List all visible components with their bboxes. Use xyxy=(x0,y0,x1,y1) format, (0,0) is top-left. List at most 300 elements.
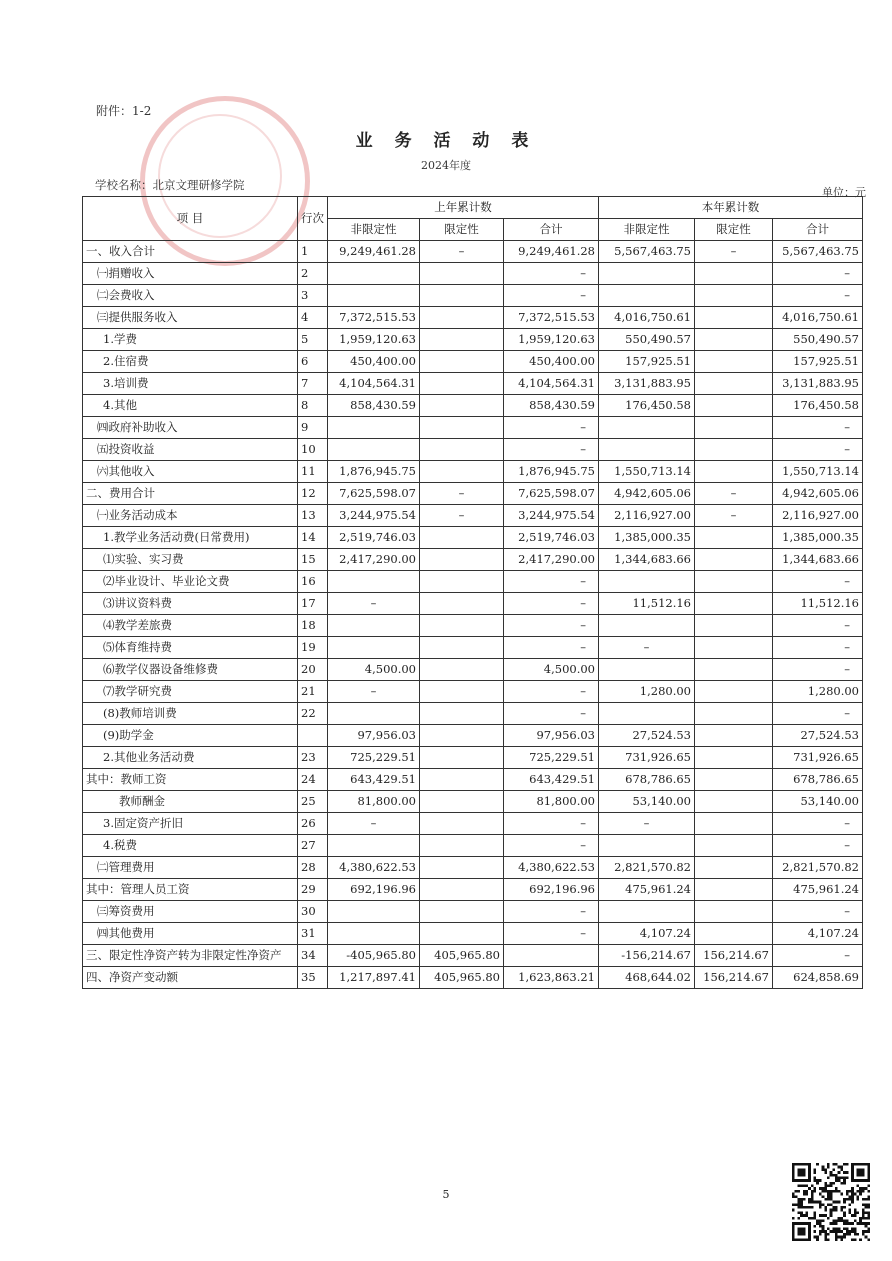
cell-prev-restricted xyxy=(420,659,504,681)
cell-prev-unrestricted xyxy=(328,637,420,659)
cell-prev-unrestricted: 4,500.00 xyxy=(328,659,420,681)
table-row xyxy=(83,791,863,813)
row-label: ㈠捐赠收入 xyxy=(83,263,298,285)
cell-prev-total: 4,104,564.31 xyxy=(504,373,599,395)
cell-prev-unrestricted xyxy=(328,923,420,945)
row-label: 3.培训费 xyxy=(83,373,298,395)
cell-prev-restricted xyxy=(420,417,504,439)
cell-curr-unrestricted xyxy=(599,285,695,307)
cell-prev-restricted xyxy=(420,263,504,285)
cell-curr-total: – xyxy=(773,263,863,285)
table-row xyxy=(83,395,863,417)
cell-prev-restricted xyxy=(420,879,504,901)
cell-curr-unrestricted: 2,116,927.00 xyxy=(599,505,695,527)
cell-curr-restricted xyxy=(695,813,773,835)
cell-prev-restricted: – xyxy=(420,241,504,263)
row-number: 20 xyxy=(298,659,328,681)
row-label: ⑷教学差旅费 xyxy=(83,615,298,637)
table-row xyxy=(83,813,863,835)
cell-prev-restricted xyxy=(420,769,504,791)
cell-curr-total: 550,490.57 xyxy=(773,329,863,351)
cell-curr-unrestricted: 1,344,683.66 xyxy=(599,549,695,571)
cell-curr-restricted xyxy=(695,703,773,725)
row-label: 其中：教师工资 xyxy=(83,769,298,791)
cell-prev-total: 692,196.96 xyxy=(504,879,599,901)
cell-curr-restricted xyxy=(695,659,773,681)
table-row xyxy=(83,439,863,461)
row-label: ㈣政府补助收入 xyxy=(83,417,298,439)
row-number: 16 xyxy=(298,571,328,593)
header-curr-year: 本年累计数 xyxy=(599,197,863,219)
row-number: 11 xyxy=(298,461,328,483)
cell-curr-restricted xyxy=(695,439,773,461)
cell-prev-total: – xyxy=(504,593,599,615)
report-title: 业 务 活 动 表 xyxy=(355,131,537,151)
row-label: ⑹教学仪器设备维修费 xyxy=(83,659,298,681)
row-number: 26 xyxy=(298,813,328,835)
header-item: 项 目 xyxy=(83,197,298,241)
cell-curr-restricted xyxy=(695,593,773,615)
cell-curr-unrestricted: 11,512.16 xyxy=(599,593,695,615)
cell-prev-unrestricted: 1,876,945.75 xyxy=(328,461,420,483)
cell-prev-total: 4,380,622.53 xyxy=(504,857,599,879)
cell-prev-restricted xyxy=(420,307,504,329)
cell-curr-restricted xyxy=(695,417,773,439)
table-row xyxy=(83,945,863,967)
row-number: 17 xyxy=(298,593,328,615)
table-body xyxy=(83,241,863,989)
header-prev-unrestricted: 非限定性 xyxy=(328,219,420,241)
cell-prev-total: 81,800.00 xyxy=(504,791,599,813)
cell-curr-restricted xyxy=(695,351,773,373)
table-row xyxy=(83,747,863,769)
cell-curr-total: – xyxy=(773,813,863,835)
row-label: 2.其他业务活动费 xyxy=(83,747,298,769)
row-number: 7 xyxy=(298,373,328,395)
cell-curr-restricted xyxy=(695,571,773,593)
cell-prev-unrestricted: 725,229.51 xyxy=(328,747,420,769)
row-label: ⑸体育维持费 xyxy=(83,637,298,659)
cell-prev-total: 1,623,863.21 xyxy=(504,967,599,989)
cell-prev-unrestricted xyxy=(328,835,420,857)
cell-curr-total: – xyxy=(773,439,863,461)
row-number: 19 xyxy=(298,637,328,659)
cell-curr-restricted xyxy=(695,681,773,703)
cell-curr-restricted: – xyxy=(695,505,773,527)
cell-curr-unrestricted xyxy=(599,615,695,637)
cell-curr-total: – xyxy=(773,945,863,967)
cell-prev-unrestricted: 858,430.59 xyxy=(328,395,420,417)
cell-prev-unrestricted: 450,400.00 xyxy=(328,351,420,373)
cell-prev-restricted xyxy=(420,923,504,945)
cell-curr-total: 1,280.00 xyxy=(773,681,863,703)
cell-prev-restricted xyxy=(420,285,504,307)
table-row xyxy=(83,879,863,901)
row-label: ㈥其他收入 xyxy=(83,461,298,483)
cell-prev-total: 858,430.59 xyxy=(504,395,599,417)
cell-prev-restricted: 405,965.80 xyxy=(420,967,504,989)
cell-prev-total: – xyxy=(504,615,599,637)
cell-prev-total: – xyxy=(504,835,599,857)
cell-curr-restricted xyxy=(695,263,773,285)
cell-prev-total: – xyxy=(504,285,599,307)
cell-curr-restricted xyxy=(695,835,773,857)
cell-curr-total: 678,786.65 xyxy=(773,769,863,791)
row-number: 31 xyxy=(298,923,328,945)
cell-prev-unrestricted: 1,217,897.41 xyxy=(328,967,420,989)
table-row xyxy=(83,285,863,307)
school-name: 学校名称：北京文理研修学院 xyxy=(95,178,245,192)
cell-curr-unrestricted: 550,490.57 xyxy=(599,329,695,351)
cell-curr-unrestricted: 731,926.65 xyxy=(599,747,695,769)
row-label: ⑵毕业设计、毕业论文费 xyxy=(83,571,298,593)
row-number: 30 xyxy=(298,901,328,923)
row-label: ㈡会费收入 xyxy=(83,285,298,307)
row-label: ⑺教学研究费 xyxy=(83,681,298,703)
table-row xyxy=(83,725,863,747)
cell-prev-unrestricted xyxy=(328,571,420,593)
row-label: 4.税费 xyxy=(83,835,298,857)
row-label: ㈢筹资费用 xyxy=(83,901,298,923)
table-row xyxy=(83,769,863,791)
cell-curr-unrestricted xyxy=(599,263,695,285)
row-label: 1.教学业务活动费(日常费用) xyxy=(83,527,298,549)
header-prev-restricted: 限定性 xyxy=(420,219,504,241)
cell-prev-restricted xyxy=(420,461,504,483)
cell-curr-unrestricted: 4,942,605.06 xyxy=(599,483,695,505)
row-number: 8 xyxy=(298,395,328,417)
row-number: 1 xyxy=(298,241,328,263)
table-row xyxy=(83,417,863,439)
cell-curr-restricted xyxy=(695,307,773,329)
cell-prev-total: 2,519,746.03 xyxy=(504,527,599,549)
cell-prev-restricted xyxy=(420,373,504,395)
cell-curr-unrestricted: 1,280.00 xyxy=(599,681,695,703)
cell-prev-unrestricted xyxy=(328,615,420,637)
row-number: 18 xyxy=(298,615,328,637)
table-row xyxy=(83,703,863,725)
cell-curr-total: 1,385,000.35 xyxy=(773,527,863,549)
page-number: 5 xyxy=(442,1188,450,1201)
cell-prev-restricted xyxy=(420,857,504,879)
cell-prev-unrestricted: 9,249,461.28 xyxy=(328,241,420,263)
cell-prev-total: 7,372,515.53 xyxy=(504,307,599,329)
cell-curr-unrestricted: 1,550,713.14 xyxy=(599,461,695,483)
row-number: 15 xyxy=(298,549,328,571)
cell-prev-restricted: 405,965.80 xyxy=(420,945,504,967)
table-row xyxy=(83,835,863,857)
row-number: 25 xyxy=(298,791,328,813)
cell-curr-restricted: 156,214.67 xyxy=(695,967,773,989)
row-label: 教师酬金 xyxy=(83,791,298,813)
cell-prev-unrestricted xyxy=(328,703,420,725)
cell-prev-restricted xyxy=(420,593,504,615)
row-number: 23 xyxy=(298,747,328,769)
cell-prev-restricted xyxy=(420,549,504,571)
row-number: 5 xyxy=(298,329,328,351)
cell-prev-total: 725,229.51 xyxy=(504,747,599,769)
cell-prev-unrestricted: 692,196.96 xyxy=(328,879,420,901)
cell-curr-restricted xyxy=(695,373,773,395)
cell-curr-restricted: 156,214.67 xyxy=(695,945,773,967)
table-row xyxy=(83,241,863,263)
report-year: 2024年度 xyxy=(421,159,471,172)
cell-prev-total: 7,625,598.07 xyxy=(504,483,599,505)
cell-curr-unrestricted xyxy=(599,417,695,439)
cell-curr-total: – xyxy=(773,417,863,439)
table-row xyxy=(83,307,863,329)
cell-curr-unrestricted: 2,821,570.82 xyxy=(599,857,695,879)
table-row xyxy=(83,967,863,989)
cell-curr-total: – xyxy=(773,571,863,593)
cell-prev-total: 643,429.51 xyxy=(504,769,599,791)
cell-prev-unrestricted: 3,244,975.54 xyxy=(328,505,420,527)
row-label: 其中：管理人员工资 xyxy=(83,879,298,901)
row-label: ㈡管理费用 xyxy=(83,857,298,879)
row-number: 6 xyxy=(298,351,328,373)
cell-prev-unrestricted: – xyxy=(328,593,420,615)
qr-code-icon xyxy=(792,1163,870,1241)
cell-curr-restricted xyxy=(695,285,773,307)
cell-prev-total: 2,417,290.00 xyxy=(504,549,599,571)
cell-curr-unrestricted xyxy=(599,659,695,681)
cell-curr-unrestricted: 4,107.24 xyxy=(599,923,695,945)
table-row xyxy=(83,923,863,945)
cell-prev-unrestricted: 97,956.03 xyxy=(328,725,420,747)
cell-curr-restricted xyxy=(695,395,773,417)
cell-curr-restricted xyxy=(695,527,773,549)
cell-prev-restricted: – xyxy=(420,483,504,505)
cell-curr-total: – xyxy=(773,659,863,681)
cell-curr-unrestricted: 53,140.00 xyxy=(599,791,695,813)
header-prev-total: 合计 xyxy=(504,219,599,241)
cell-curr-total: 53,140.00 xyxy=(773,791,863,813)
cell-prev-restricted xyxy=(420,681,504,703)
row-number: 4 xyxy=(298,307,328,329)
cell-curr-restricted xyxy=(695,879,773,901)
cell-prev-total: 3,244,975.54 xyxy=(504,505,599,527)
cell-curr-restricted: – xyxy=(695,483,773,505)
table-row xyxy=(83,483,863,505)
cell-curr-total: 4,107.24 xyxy=(773,923,863,945)
row-label: 4.其他 xyxy=(83,395,298,417)
row-number: 3 xyxy=(298,285,328,307)
table-row xyxy=(83,329,863,351)
cell-curr-restricted xyxy=(695,725,773,747)
cell-curr-unrestricted: 678,786.65 xyxy=(599,769,695,791)
cell-curr-unrestricted: 3,131,883.95 xyxy=(599,373,695,395)
cell-curr-total: 731,926.65 xyxy=(773,747,863,769)
cell-curr-restricted xyxy=(695,901,773,923)
cell-curr-total: 1,550,713.14 xyxy=(773,461,863,483)
row-label: ㈣其他费用 xyxy=(83,923,298,945)
cell-prev-unrestricted: 643,429.51 xyxy=(328,769,420,791)
cell-prev-unrestricted: 4,380,622.53 xyxy=(328,857,420,879)
row-number xyxy=(298,725,328,747)
cell-prev-total: – xyxy=(504,681,599,703)
cell-curr-unrestricted xyxy=(599,439,695,461)
cell-prev-restricted xyxy=(420,527,504,549)
cell-prev-restricted xyxy=(420,439,504,461)
cell-curr-restricted xyxy=(695,923,773,945)
cell-curr-restricted xyxy=(695,461,773,483)
row-number: 35 xyxy=(298,967,328,989)
row-number: 13 xyxy=(298,505,328,527)
cell-prev-total: 450,400.00 xyxy=(504,351,599,373)
cell-prev-total: 1,959,120.63 xyxy=(504,329,599,351)
cell-prev-total: 4,500.00 xyxy=(504,659,599,681)
cell-curr-restricted xyxy=(695,747,773,769)
cell-prev-restricted xyxy=(420,901,504,923)
cell-curr-total: – xyxy=(773,901,863,923)
cell-prev-restricted xyxy=(420,571,504,593)
header-prev-year: 上年累计数 xyxy=(328,197,599,219)
cell-curr-unrestricted: 27,524.53 xyxy=(599,725,695,747)
row-number: 22 xyxy=(298,703,328,725)
table-row xyxy=(83,263,863,285)
cell-curr-total: – xyxy=(773,835,863,857)
cell-curr-total: 2,116,927.00 xyxy=(773,505,863,527)
table-row xyxy=(83,549,863,571)
row-number: 9 xyxy=(298,417,328,439)
cell-prev-unrestricted: 7,625,598.07 xyxy=(328,483,420,505)
row-number: 29 xyxy=(298,879,328,901)
cell-prev-total: – xyxy=(504,923,599,945)
table-row xyxy=(83,527,863,549)
cell-curr-unrestricted: 468,644.02 xyxy=(599,967,695,989)
cell-prev-restricted xyxy=(420,703,504,725)
table-row xyxy=(83,593,863,615)
row-label: 2.住宿费 xyxy=(83,351,298,373)
cell-curr-restricted xyxy=(695,791,773,813)
row-number: 21 xyxy=(298,681,328,703)
cell-curr-total: 1,344,683.66 xyxy=(773,549,863,571)
table-row xyxy=(83,615,863,637)
table-row xyxy=(83,901,863,923)
row-number: 34 xyxy=(298,945,328,967)
table-row xyxy=(83,461,863,483)
cell-prev-total: 97,956.03 xyxy=(504,725,599,747)
header-curr-unrestricted: 非限定性 xyxy=(599,219,695,241)
cell-prev-restricted xyxy=(420,835,504,857)
row-label: 二、费用合计 xyxy=(83,483,298,505)
cell-curr-unrestricted: 1,385,000.35 xyxy=(599,527,695,549)
row-label: ㈢提供服务收入 xyxy=(83,307,298,329)
cell-curr-unrestricted xyxy=(599,835,695,857)
cell-prev-unrestricted xyxy=(328,263,420,285)
row-label: 三、限定性净资产转为非限定性净资产 xyxy=(83,945,298,967)
table-row xyxy=(83,571,863,593)
cell-prev-restricted xyxy=(420,747,504,769)
row-number: 2 xyxy=(298,263,328,285)
cell-prev-unrestricted xyxy=(328,285,420,307)
header-row-no: 行次 xyxy=(298,197,328,241)
cell-prev-unrestricted: 2,417,290.00 xyxy=(328,549,420,571)
cell-curr-restricted xyxy=(695,615,773,637)
cell-prev-restricted xyxy=(420,813,504,835)
cell-prev-restricted xyxy=(420,615,504,637)
row-number: 14 xyxy=(298,527,328,549)
cell-prev-unrestricted: -405,965.80 xyxy=(328,945,420,967)
row-label: 一、收入合计 xyxy=(83,241,298,263)
cell-prev-total: – xyxy=(504,417,599,439)
cell-curr-unrestricted: 176,450.58 xyxy=(599,395,695,417)
cell-curr-restricted xyxy=(695,857,773,879)
cell-prev-restricted xyxy=(420,329,504,351)
row-label: 3.固定资产折旧 xyxy=(83,813,298,835)
cell-curr-total: – xyxy=(773,615,863,637)
cell-curr-total: – xyxy=(773,637,863,659)
cell-prev-unrestricted xyxy=(328,439,420,461)
cell-curr-total: 5,567,463.75 xyxy=(773,241,863,263)
cell-prev-total xyxy=(504,945,599,967)
cell-curr-restricted: – xyxy=(695,241,773,263)
header-curr-restricted: 限定性 xyxy=(695,219,773,241)
row-label: 四、净资产变动额 xyxy=(83,967,298,989)
cell-curr-unrestricted: 5,567,463.75 xyxy=(599,241,695,263)
row-label: (8)教师培训费 xyxy=(83,703,298,725)
header-curr-total: 合计 xyxy=(773,219,863,241)
cell-prev-unrestricted: 1,959,120.63 xyxy=(328,329,420,351)
activity-statement-table xyxy=(82,196,863,989)
row-number: 28 xyxy=(298,857,328,879)
cell-curr-restricted xyxy=(695,637,773,659)
cell-prev-unrestricted: 81,800.00 xyxy=(328,791,420,813)
cell-prev-total: – xyxy=(504,263,599,285)
table-row xyxy=(83,857,863,879)
cell-curr-restricted xyxy=(695,549,773,571)
cell-curr-unrestricted xyxy=(599,901,695,923)
cell-curr-unrestricted xyxy=(599,703,695,725)
cell-curr-unrestricted: 157,925.51 xyxy=(599,351,695,373)
cell-curr-total: 176,450.58 xyxy=(773,395,863,417)
row-number: 10 xyxy=(298,439,328,461)
cell-prev-unrestricted: – xyxy=(328,681,420,703)
table-row xyxy=(83,373,863,395)
table-row xyxy=(83,659,863,681)
cell-curr-total: 475,961.24 xyxy=(773,879,863,901)
table-row xyxy=(83,681,863,703)
cell-curr-total: 3,131,883.95 xyxy=(773,373,863,395)
row-number: 12 xyxy=(298,483,328,505)
row-number: 24 xyxy=(298,769,328,791)
cell-prev-restricted xyxy=(420,725,504,747)
cell-curr-total: – xyxy=(773,703,863,725)
cell-prev-total: – xyxy=(504,703,599,725)
cell-curr-unrestricted: -156,214.67 xyxy=(599,945,695,967)
cell-curr-total: 11,512.16 xyxy=(773,593,863,615)
cell-prev-unrestricted: 4,104,564.31 xyxy=(328,373,420,395)
cell-curr-total: 624,858.69 xyxy=(773,967,863,989)
row-label: ㈤投资收益 xyxy=(83,439,298,461)
cell-curr-unrestricted: 4,016,750.61 xyxy=(599,307,695,329)
cell-curr-total: 157,925.51 xyxy=(773,351,863,373)
row-label: (9)助学金 xyxy=(83,725,298,747)
cell-curr-unrestricted: – xyxy=(599,813,695,835)
cell-curr-unrestricted: – xyxy=(599,637,695,659)
cell-prev-total: – xyxy=(504,439,599,461)
cell-prev-unrestricted: – xyxy=(328,813,420,835)
cell-prev-restricted xyxy=(420,395,504,417)
cell-curr-total: 27,524.53 xyxy=(773,725,863,747)
cell-prev-unrestricted xyxy=(328,417,420,439)
cell-prev-restricted xyxy=(420,637,504,659)
cell-prev-total: 1,876,945.75 xyxy=(504,461,599,483)
cell-prev-total: – xyxy=(504,637,599,659)
cell-prev-unrestricted: 2,519,746.03 xyxy=(328,527,420,549)
cell-curr-total: 4,942,605.06 xyxy=(773,483,863,505)
cell-curr-restricted xyxy=(695,329,773,351)
